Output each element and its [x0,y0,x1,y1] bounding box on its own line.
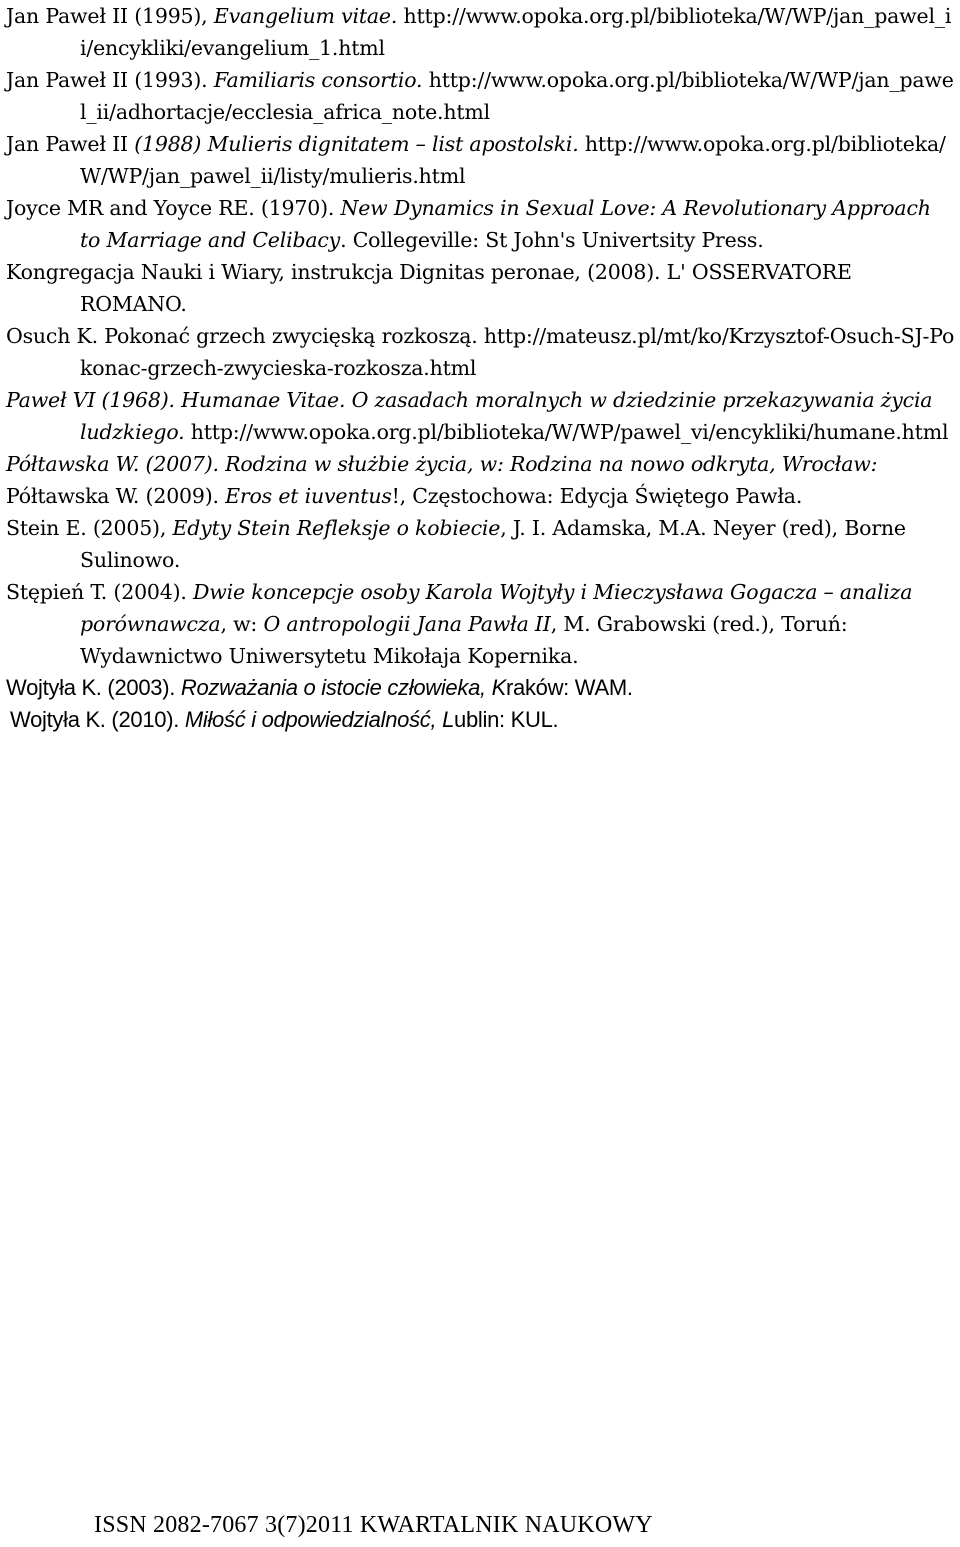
entry-title: Edyty Stein Refleksje o kobiecie [172,516,501,540]
bibliography-entry [6,128,956,192]
entry-text: Wojtyła K. (2010). [10,707,185,732]
entry-url[interactable]: http://www.opoka.org.pl/biblioteka/W/WP/pawel_vi/encykliki/humane.html [190,420,949,444]
entry-title: O antropologii Jana Pawła II [263,612,551,636]
bibliography-entry [6,448,956,480]
entry-text: Jan Paweł II [6,132,135,156]
entry-text: , J. I. Adamska, M.A. Neyer (red), Borne Sulinowo. [80,516,906,572]
entry-title: Paweł VI (1968). Humanae Vitae. O zasadach moralnych w dziedzinie przekazywania życia ludzkiego. [6,388,933,444]
entry-title: Półtawska W. (2007). Rodzina w służbie życia, w: Rodzina na nowo odkryta, Wrocław: [6,452,878,476]
entry-text: Osuch K. Pokonać grzech zwycięską rozkoszą. [6,324,484,348]
bibliography-entry [6,480,956,512]
bibliography-entry [6,384,956,448]
bibliography-entry [6,64,956,128]
entry-url[interactable]: http://mateusz.pl/mt/ko/Krzysztof-Osuch-SJ-Pokonac-grzech-zwycieska-rozkosza.html [80,324,955,380]
entry-text: Kongregacja Nauki i Wiary, instrukcja Dignitas peronae, (2008). L' OSSERVATORE ROMANO. [6,260,852,316]
entry-title: Rozważania o istocie człowieka, K [180,675,506,700]
entry-url[interactable]: http://www.opoka.org.pl/biblioteka/W/WP/jan_pawel_ii/adhortacje/ecclesia_africa_note.html [80,68,954,124]
entry-title: (1988) Mulieris dignitatem – list apostolski. [134,132,579,156]
entry-title: Familiaris consortio. [213,68,423,92]
entry-title: Eros et iuventus [225,484,392,508]
entry-text: Wojtyła K. (2003). [6,675,181,700]
bibliography-entry [6,576,956,672]
entry-title: Dwie koncepcje osoby Karola Wojtyły i Mieczysława Gogacza – analiza porównawcza [80,580,913,636]
entry-text: Stein E. (2005), [6,516,173,540]
bibliography-entry [6,320,956,384]
bibliography-entry [6,0,956,64]
entry-text: Joyce MR and Yoyce RE. (1970). [6,196,341,220]
entry-url[interactable]: http://www.opoka.org.pl/biblioteka/W/WP/jan_pawel_ii/encykliki/evangelium_1.html [80,4,952,60]
entry-title: Evangelium vitae. [213,4,398,28]
bibliography-entry [6,192,956,256]
page-footer: ISSN 2082-7067 3(7)2011 KWARTALNIK NAUKOWY [94,1512,653,1538]
bibliography-entry [6,672,956,704]
bibliography-list [6,0,956,736]
entry-text: Jan Paweł II (1993). [6,68,214,92]
entry-text: . Collegeville: St John's Univertsity Press. [340,228,764,252]
entry-title: New Dynamics in Sexual Love: A Revolutionary Approach to Marriage and Celibacy [80,196,931,252]
entry-text: !, Częstochowa: Edycja Świętego Pawła. [391,484,803,508]
bibliography-entry [6,512,956,576]
entry-text: raków: WAM. [506,675,633,700]
entry-title: Miłość i odpowiedzialność, L [184,707,455,732]
bibliography-entry [6,256,956,320]
entry-text: ublin: KUL. [454,707,559,732]
entry-text: Stępień T. (2004). [6,580,194,604]
entry-text: Półtawska W. (2009). [6,484,226,508]
entry-text: , M. Grabowski (red.), Toruń: Wydawnictwo Uniwersytetu Mikołaja Kopernika. [80,612,848,668]
entry-url[interactable]: http://www.opoka.org.pl/biblioteka/W/WP/jan_pawel_ii/listy/mulieris.html [80,132,946,188]
entry-text: Jan Paweł II (1995), [6,4,214,28]
entry-text: , w: [220,612,264,636]
bibliography-entry [10,704,956,736]
